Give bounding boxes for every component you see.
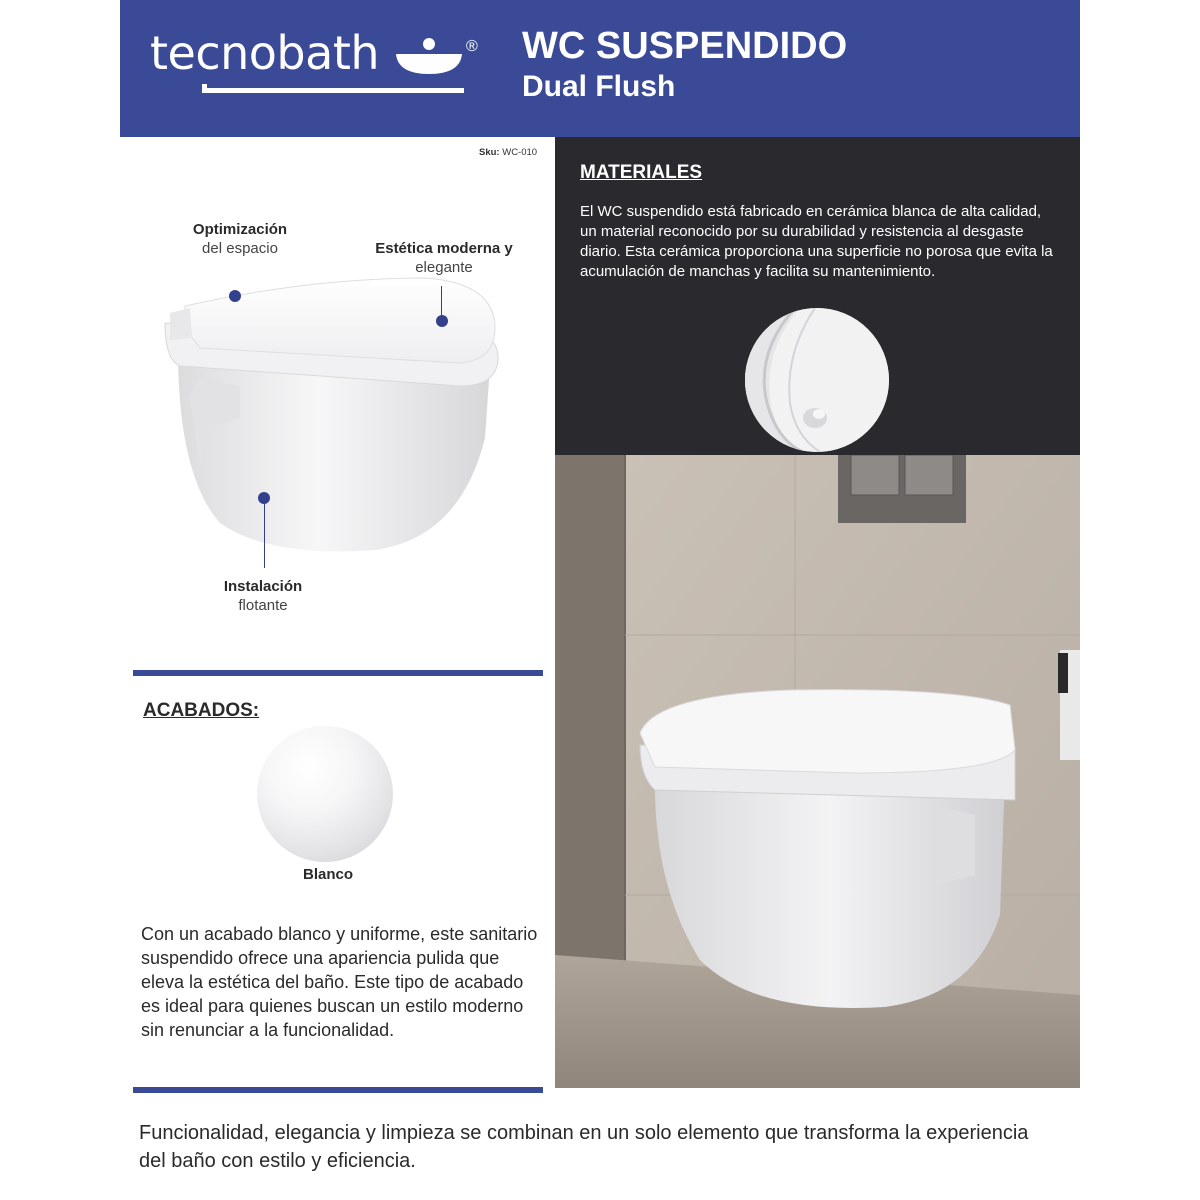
section-divider [133,670,543,676]
feature-space [170,220,310,258]
finishes-title: ACABADOS: [143,700,260,721]
feature-aesthetic-title: Estética moderna y [375,240,513,257]
sku-label: Sku: [479,147,500,158]
sku-line [479,147,537,158]
materials-panel [555,137,1080,455]
callout-line [264,503,265,568]
feature-space-title: Optimización [192,221,288,238]
wc-product-image [160,268,505,563]
footer-text: Funcionalidad, elegancia y limpieza se combinan en un solo elemento que transforma la experiencia del baño con estilo y eficiencia. [139,1122,1029,1172]
feature-install-sub: flotante [238,597,288,614]
logo-underline [202,88,464,93]
feature-aesthetic-sub: elegante [415,259,473,276]
registered-mark: ® [466,38,478,55]
header-banner [120,0,1080,137]
materials-description: El WC suspendido está fabricado en cerámica blanca de alta calidad, un material reconocido por su durabilidad y resistencia al desgaste diario. Esta cerámica proporciona una superficie no porosa que evita la acumulación de manchas y facilita su mantenimiento. [580,203,1053,280]
callout-dot-icon [229,290,241,302]
finishes-description: Con un acabado blanco y uniforme, este sanitario suspendido ofrece una apariencia pulida que eleva la estética del baño. Este tipo de acabado es ideal para quienes buscan un estilo moderno sin renunciar a la funcionalidad. [141,924,538,1040]
callout-line [441,286,442,316]
sink-logo-icon [396,38,462,78]
feature-install-title: Instalación [223,578,303,595]
section-divider [133,1087,543,1093]
callout-dot-icon [436,315,448,327]
brand-logo-text: tecnobath [150,26,380,80]
page-subtitle: Dual Flush [522,70,676,103]
finish-swatch-label: Blanco [302,866,353,883]
bathroom-photo [555,455,1080,1088]
sku-value: WC-010 [502,147,538,158]
feature-install [200,577,326,615]
feature-space-sub: del espacio [202,240,278,257]
finish-swatch-white [257,726,393,862]
materials-title: MATERIALES [580,162,703,183]
page-title: WC SUSPENDIDO [522,25,848,67]
material-detail-image [745,308,889,452]
